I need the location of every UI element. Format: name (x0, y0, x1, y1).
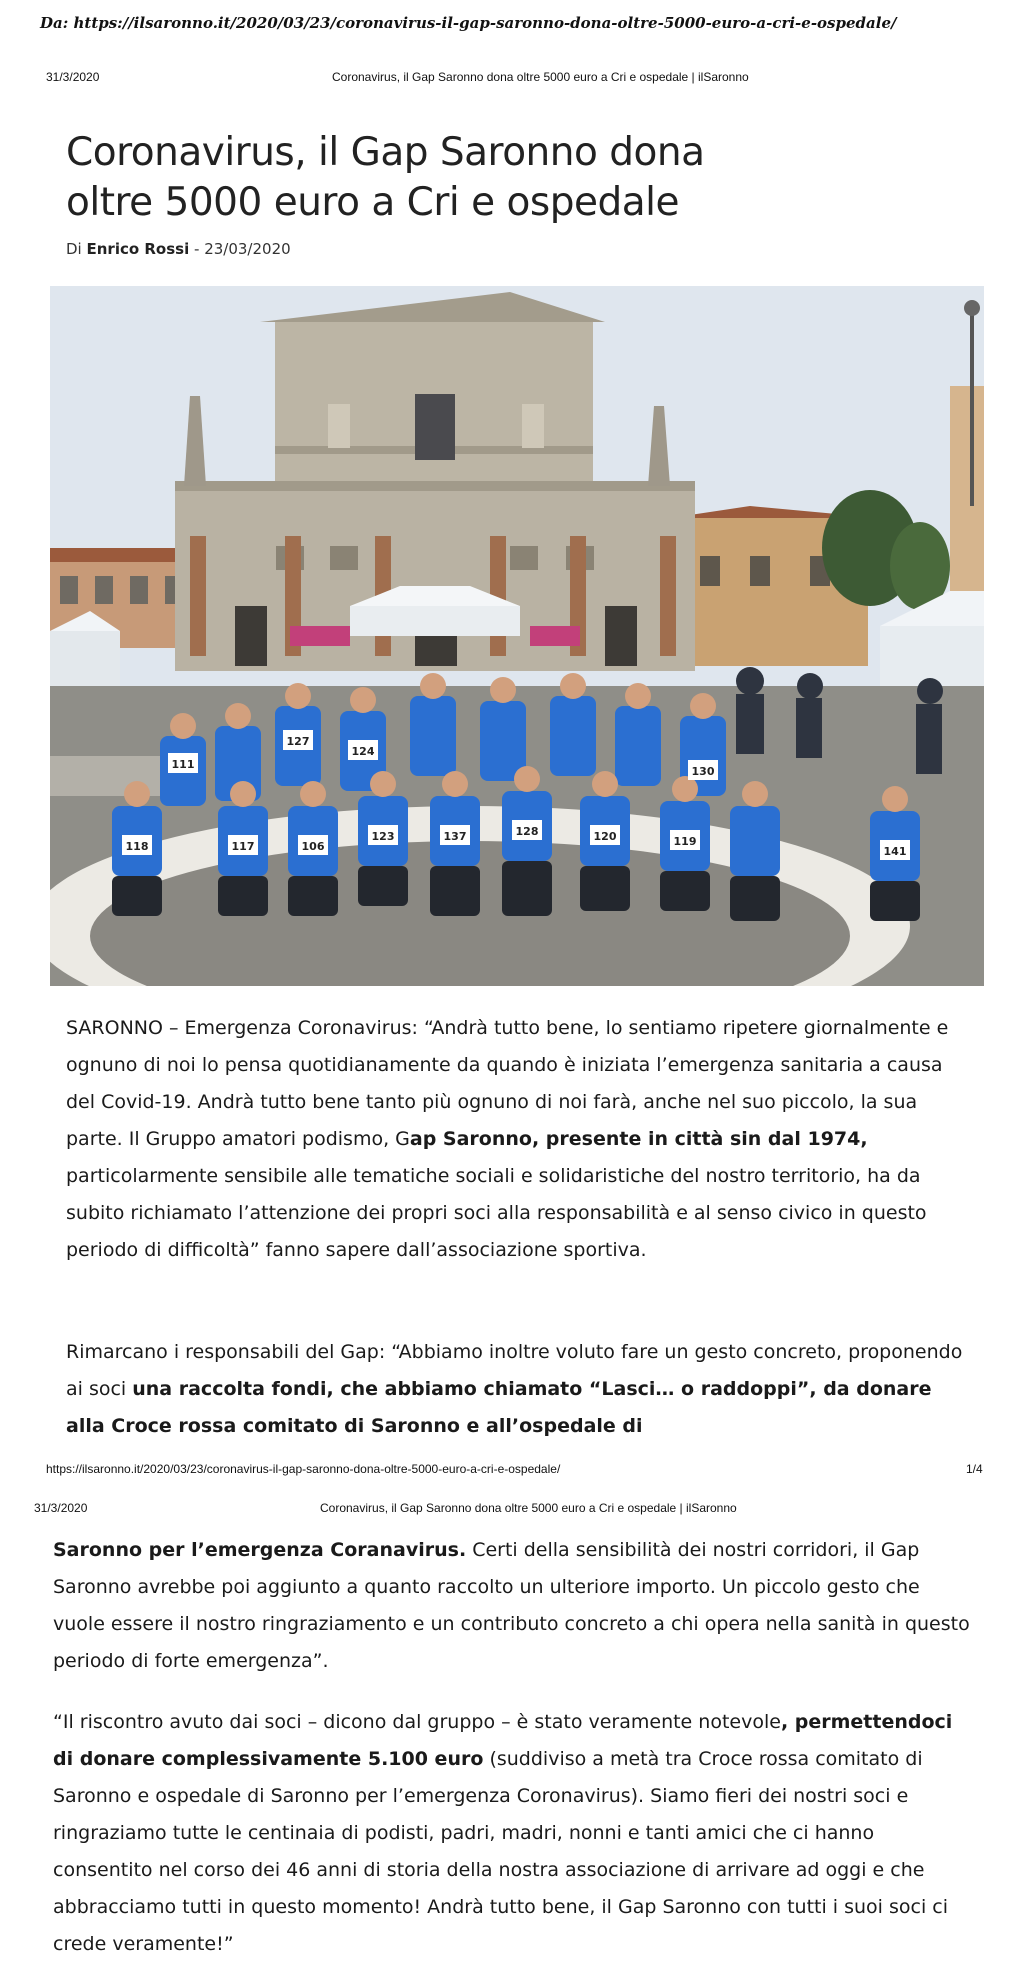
bib-number: 111 (171, 758, 195, 771)
byline (66, 240, 291, 258)
paragraph-4: “Il riscontro avuto dai soci – dicono dal gruppo – è stato veramente notevole, permettendoci di donare complessivamente 5.100 euro (suddiviso a metà tra Croce rossa comitato di Saronno e ospedale di Saronno per l’emergenza Coronavirus). Siamo fieri dei nostri soci e ringraziamo tutte le centinaia di podisti, padri, madri, nonni e tanti amici che ci hanno consentito nel corso dei 46 anni di storia della nostra associazione di arrivare ad oggi e che abbracciamo tutti in questo momento! Andrà tutto bene, il Gap Saronno con tutti i suoi soci ci crede veramente!” (53, 1711, 953, 1955)
source-url: Da: https://ilsaronno.it/2020/03/23/coronavirus-il-gap-saronno-dona-oltre-5000-euro-a-cri-e-ospedale/ (40, 14, 897, 32)
bib-number: 137 (443, 830, 467, 843)
bib-number: 141 (883, 845, 907, 858)
article-date: 23/03/2020 (204, 240, 291, 258)
paragraph-1: SARONNO – Emergenza Coronavirus: “Andrà tutto bene, lo sentiamo ripetere giornalmente e ognuno di noi lo pensa quotidianamente da quando è iniziata l’emergenza sanitaria a causa del Covid-19. Andrà tutto bene tanto più ognuno di noi farà, anche nel suo piccolo, la sua parte. Il Gruppo amatori podismo, Gap Saronno, presente in città sin dal 1974, particolarmente sensibile alle tematiche sociali e solidaristiche del nostro territorio, ha da subito richiamato l’attenzione dei propri soci alla responsabilità e al senso civico in questo periodo di difficoltà” fanno sapere dall’associazione sportiva. (66, 1017, 949, 1261)
byline-prefix: Di (66, 240, 82, 258)
paragraph-2: Rimarcano i responsabili del Gap: “Abbiamo inoltre voluto fare un gesto concreto, proponendo ai soci una raccolta fondi, che abbiamo chiamato “Lasci… o raddoppi”, da donare alla Croce rossa comitato di Saronno e all’ospedale di (66, 1341, 963, 1437)
bib-number: 128 (515, 825, 539, 838)
print-page-number: 1/4 (966, 1462, 983, 1476)
bib-number: 119 (673, 835, 697, 848)
article-photo (50, 286, 984, 986)
print-date-2: 31/3/2020 (34, 1501, 88, 1515)
bib-number: 118 (125, 840, 149, 853)
bib-number: 123 (371, 830, 395, 843)
bib-number: 130 (691, 765, 715, 778)
author-link[interactable]: Enrico Rossi (86, 240, 190, 258)
print-title: Coronavirus, il Gap Saronno dona oltre 5000 euro a Cri e ospedale | ilSaronno (332, 70, 749, 84)
bib-number: 117 (231, 840, 255, 853)
bib-number: 120 (593, 830, 617, 843)
bib-number: 124 (351, 745, 375, 758)
article-title: Coronavirus, il Gap Saronno dona oltre 5000 euro a Cri e ospedale (66, 130, 705, 225)
bib-number: 106 (301, 840, 325, 853)
paragraph-3: Saronno per l’emergenza Coranavirus. Certi della sensibilità dei nostri corridori, il Gap Saronno avrebbe poi aggiunto a quanto raccolto un ulteriore importo. Un piccolo gesto che vuole essere il nostro ringraziamento e un contributo concreto a chi opera nella sanità in questo periodo di forte emergenza”. (53, 1539, 970, 1672)
print-footer-url: https://ilsaronno.it/2020/03/23/coronavirus-il-gap-saronno-dona-oltre-5000-euro-a-cri-e-ospedale/ (46, 1462, 561, 1476)
byline-separator: - (189, 240, 205, 258)
print-date: 31/3/2020 (46, 70, 100, 84)
bib-number: 127 (286, 735, 310, 748)
print-title-2: Coronavirus, il Gap Saronno dona oltre 5000 euro a Cri e ospedale | ilSaronno (320, 1501, 737, 1515)
